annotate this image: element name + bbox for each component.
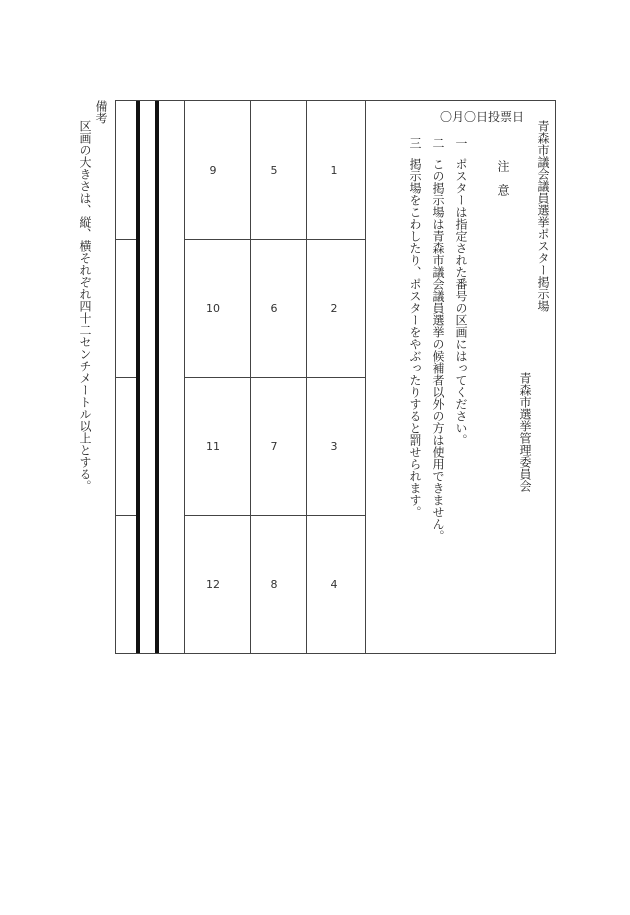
column-divider	[365, 101, 366, 653]
slot-number: 9	[209, 164, 217, 177]
notice-item-text: この掲示場は青森市議会議員選挙の候補者以外の方は使用できません。	[431, 158, 445, 542]
row-divider	[184, 239, 365, 240]
notice-heading: 注 意	[496, 160, 510, 196]
slot-number: 6	[270, 302, 278, 315]
slot-number: 2	[330, 302, 338, 315]
thick-border	[136, 101, 140, 653]
slot-number: 11	[206, 440, 220, 453]
notice-item-text: 掲示場をこわしたり、ポスターをやぶったりすると罰せられます。	[408, 158, 422, 518]
board-title: 青森市議会議員選挙ポスター掲示場	[536, 120, 550, 312]
remarks-title: 備考	[94, 100, 108, 124]
slot-number: 10	[206, 302, 220, 315]
notice-item-marker: 二	[431, 137, 445, 149]
row-divider	[184, 515, 365, 516]
row-divider	[116, 377, 136, 378]
remarks-text: 区画の大きさは、縦、横それぞれ四十二センチメートル以上とする。	[78, 120, 92, 492]
row-divider	[184, 377, 365, 378]
voting-day: 〇月〇日投票日	[440, 110, 525, 124]
row-divider	[116, 239, 136, 240]
poster-board	[115, 100, 556, 654]
slot-number: 5	[270, 164, 278, 177]
slot-number: 3	[330, 440, 338, 453]
notice-item-marker: 三	[408, 137, 422, 149]
notice-item-marker: 一	[454, 137, 468, 149]
row-divider	[116, 515, 136, 516]
slot-number: 12	[206, 578, 220, 591]
thick-border	[155, 101, 159, 653]
issuer-name: 青森市選挙管理委員会	[518, 372, 532, 492]
slot-number: 7	[270, 440, 278, 453]
slot-number: 1	[330, 164, 338, 177]
slot-number: 8	[270, 578, 278, 591]
slot-number: 4	[330, 578, 338, 591]
notice-item-text: ポスターは指定された番号の区画にはってください。	[454, 158, 468, 446]
